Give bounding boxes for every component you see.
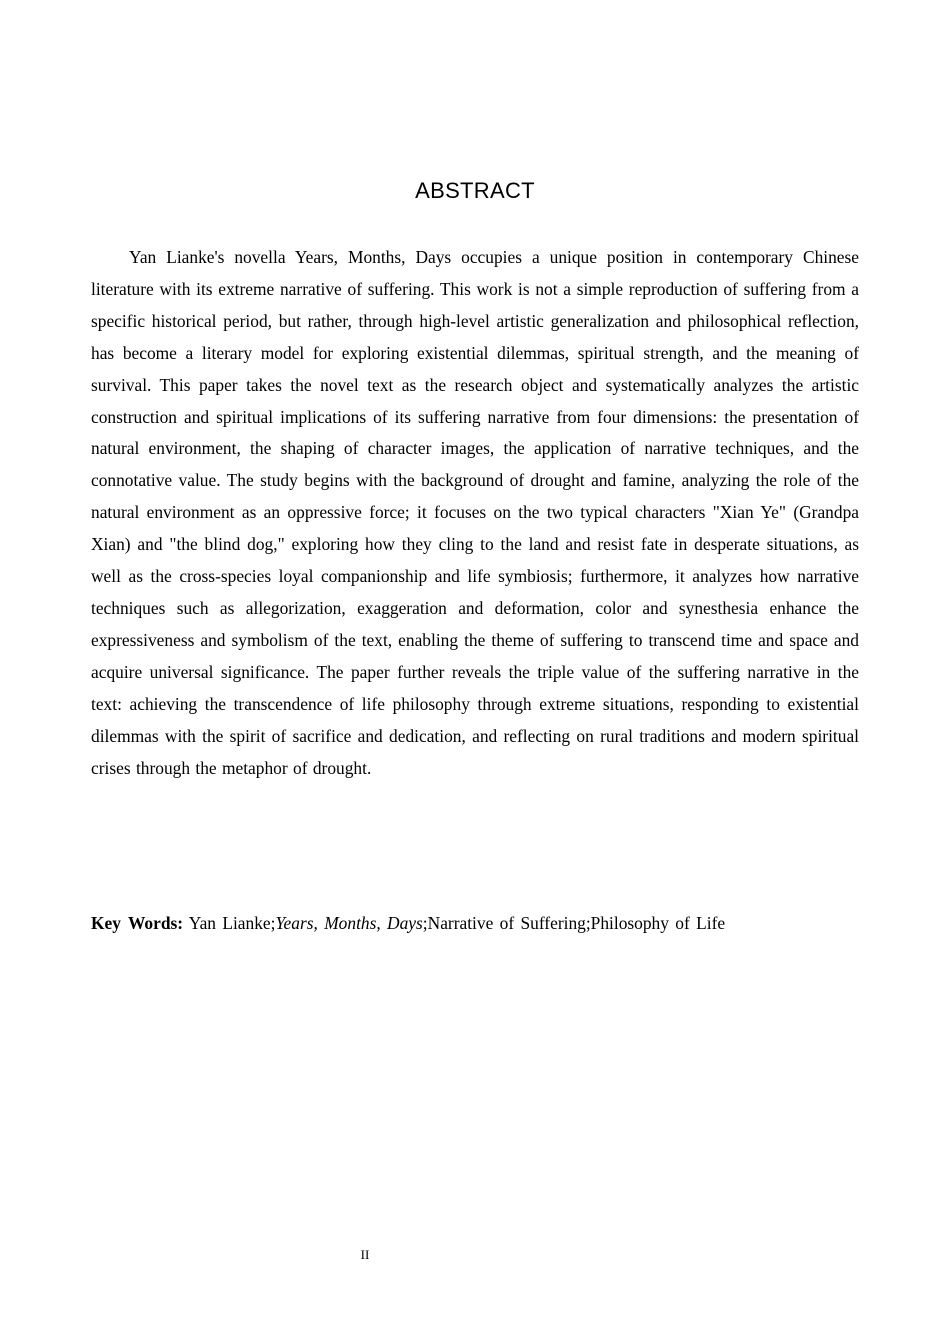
keyword-topics: ;Narrative of Suffering;Philosophy of Life xyxy=(422,913,726,933)
abstract-paragraph: Yan Lianke's novella Years, Months, Days occupies a unique position in contemporary Chinese literature with its extreme narrative of suffering. This work is not a simple reproduction of suffering from a specific historical period, but rather, through high-level artistic generalization and philosophical reflection, has become a literary model for exploring existential dilemmas, spiritual strength, and the meaning of survival. This paper takes the novel text as the research object and systematically analyzes the artistic construction and spiritual implications of its suffering narrative from four dimensions: the presentation of natural environment, the shaping of character images, the application of narrative techniques, and the connotative value. The study begins with the background of drought and famine, analyzing the role of the natural environment as an oppressive force; it focuses on the two typical characters "Xian Ye" (Grandpa Xian) and "the blind dog," exploring how they cling to the land and resist fate in desperate situations, as well as the cross-species loyal companionship and life symbiosis; furthermore, it analyzes how narrative techniques such as allegorization, exaggeration and deformation, color and synesthesia enhance the expressiveness and symbolism of the text, enabling the theme of suffering to transcend time and space and acquire universal significance. The paper further reveals the triple value of the suffering narrative in the text: achieving the transcendence of life philosophy through extreme situations, responding to existential dilemmas with the spirit of sacrifice and dedication, and reflecting on rural traditions and modern spiritual crises through the metaphor of drought. xyxy=(91,247,859,778)
keyword-novel-title: Years, Months, Days xyxy=(275,913,423,933)
keyword-author: Yan Lianke; xyxy=(188,913,276,933)
abstract-title: ABSTRACT xyxy=(415,178,535,203)
keywords-label: Key Words: xyxy=(91,913,184,933)
keywords-line xyxy=(91,908,859,939)
page-number: II xyxy=(360,1247,370,1262)
